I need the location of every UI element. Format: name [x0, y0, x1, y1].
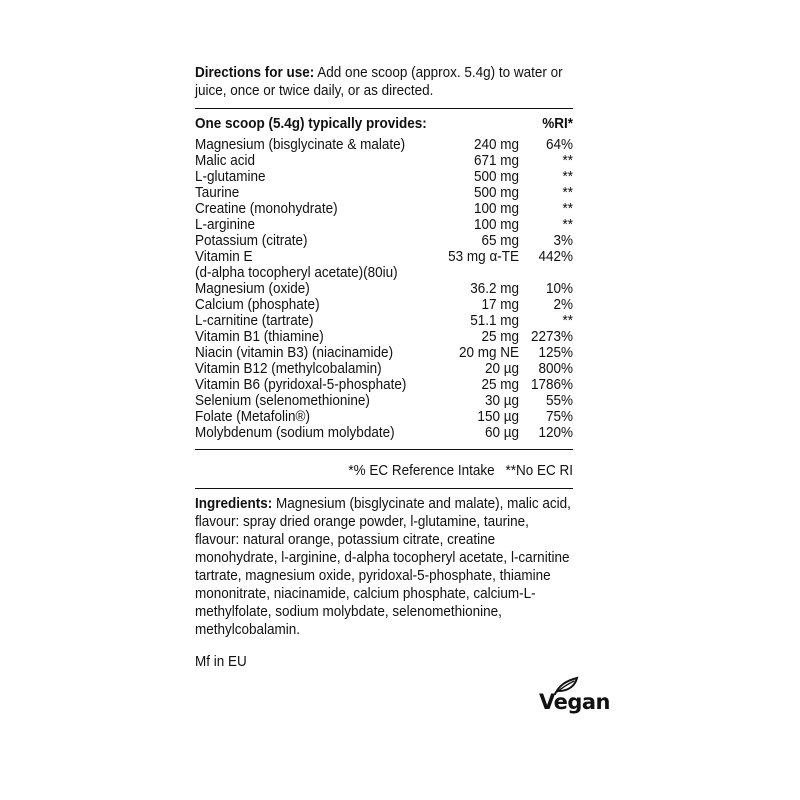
nutrient-ri: 3%	[553, 232, 573, 249]
nutrient-name: Potassium (citrate)	[195, 232, 308, 249]
nutrient-name: Creatine (monohydrate)	[195, 200, 338, 217]
ingredients-label: Ingredients:	[195, 495, 273, 512]
nutrient-amount: 51.1 mg	[470, 312, 519, 329]
divider	[195, 488, 573, 489]
nutrient-name: Vitamin B1 (thiamine)	[195, 328, 324, 345]
nutrient-ri: 10%	[545, 280, 573, 297]
nutrient-name: Malic acid	[195, 152, 256, 169]
nutrition-table	[195, 137, 573, 441]
nutrient-row	[195, 201, 573, 217]
ingredients-text: Magnesium (bisglycinate and malate), malic acid, flavour: spray dried orange powder, l-glutamine, taurine, flavour: natural orange, potassium citrate, creatine monohydrate, l-arginine, d-alpha tocopheryl acetate, l-carnitine tartrate, magnesium oxide, pyridoxal-5-phosphate, thiamine mononitrate, niacinamide, calcium phosphate, calcium-L-methylfolate, sodium molybdate, selenomethionine, methylcobalamin.	[195, 495, 571, 638]
nutrient-row	[195, 249, 573, 265]
nutrient-row	[195, 393, 573, 409]
nutrient-amount: 100 mg	[473, 216, 519, 233]
nutrient-name: Magnesium (oxide)	[195, 280, 310, 297]
nutrient-ri: 125%	[538, 344, 573, 361]
nutrient-row	[195, 137, 573, 153]
ri-header: %RI*	[542, 115, 573, 132]
nutrient-amount: 25 mg	[481, 376, 519, 393]
nutrient-ri: **	[562, 312, 573, 329]
nutrient-name: L-glutamine	[195, 168, 266, 185]
nutrient-amount: 53 mg α-TE	[448, 248, 519, 265]
nutrient-row	[195, 409, 573, 425]
nutrient-ri: 75%	[545, 408, 573, 425]
nutrient-row	[195, 153, 573, 169]
nutrient-amount: 100 mg	[473, 200, 519, 217]
vitamin-e-note: (d-alpha tocopheryl acetate)(80iu)	[195, 264, 398, 281]
nutrient-ri: 2273%	[530, 328, 573, 345]
nutrient-amount: 20 mg NE	[458, 344, 519, 361]
serving-header: One scoop (5.4g) typically provides:	[195, 115, 427, 132]
nutrient-amount: 36.2 mg	[470, 280, 519, 297]
nutrient-row	[195, 361, 573, 377]
footnotes	[195, 462, 573, 480]
nutrient-row	[195, 169, 573, 185]
nutrient-amount: 30 µg	[484, 392, 519, 409]
nutrient-row	[195, 233, 573, 249]
no-ri-footnote: **No EC RI	[505, 462, 573, 479]
vegan-logo-text: Vegan	[539, 690, 610, 714]
nutrient-name: Vitamin B6 (pyridoxal-5-phosphate)	[195, 376, 407, 393]
nutrient-row	[195, 377, 573, 393]
nutrient-row	[195, 185, 573, 201]
nutrient-name: L-carnitine (tartrate)	[195, 312, 314, 329]
nutrient-amount: 20 µg	[484, 360, 519, 377]
ri-footnote: *% EC Reference Intake	[348, 462, 495, 479]
vegan-logo	[539, 676, 619, 722]
nutrient-row	[195, 345, 573, 361]
nutrient-name: Niacin (vitamin B3) (niacinamide)	[195, 344, 394, 361]
nutrient-amount: 25 mg	[481, 328, 519, 345]
nutrient-ri: **	[562, 168, 573, 185]
nutrient-amount: 150 µg	[477, 408, 519, 425]
nutrient-amount: 65 mg	[481, 232, 519, 249]
nutrient-row	[195, 425, 573, 441]
directions-for-use	[195, 64, 573, 100]
nutrient-name: Vitamin E	[195, 248, 253, 265]
directions-label: Directions for use:	[195, 64, 315, 81]
ingredients	[195, 495, 573, 639]
nutrient-name: Taurine	[195, 184, 240, 201]
nutrient-amount: 240 mg	[473, 136, 519, 153]
nutrient-name: L-arginine	[195, 216, 256, 233]
nutrient-ri: 2%	[553, 296, 573, 313]
nutrient-ri: 55%	[545, 392, 573, 409]
nutrient-ri: 800%	[538, 360, 573, 377]
nutrient-ri: 442%	[538, 248, 573, 265]
manufacture-origin: Mf in EU	[195, 653, 247, 670]
nutrient-row	[195, 281, 573, 297]
nutrient-ri: 1786%	[530, 376, 573, 393]
nutrient-row	[195, 297, 573, 313]
nutrient-name: Folate (Metafolin®)	[195, 408, 310, 425]
nutrient-name: Calcium (phosphate)	[195, 296, 320, 313]
divider	[195, 449, 573, 450]
nutrient-amount: 60 µg	[484, 424, 519, 441]
nutrient-ri: 120%	[538, 424, 573, 441]
nutrient-ri: **	[562, 152, 573, 169]
nutrition-header	[195, 115, 573, 133]
nutrient-amount: 500 mg	[473, 168, 519, 185]
nutrient-amount: 17 mg	[481, 296, 519, 313]
nutrient-row	[195, 217, 573, 233]
nutrient-ri: **	[562, 216, 573, 233]
supplement-label	[195, 64, 573, 671]
nutrient-ri: **	[562, 200, 573, 217]
nutrient-amount: 671 mg	[473, 152, 519, 169]
nutrient-row	[195, 313, 573, 329]
nutrient-name: Selenium (selenomethionine)	[195, 392, 370, 409]
nutrient-name: Molybdenum (sodium molybdate)	[195, 424, 395, 441]
nutrient-row	[195, 329, 573, 345]
directions-text: Add one scoop (approx. 5.4g) to water or juice, once or twice daily, or as directed.	[195, 64, 563, 99]
nutrient-ri: **	[562, 184, 573, 201]
nutrient-amount: 500 mg	[473, 184, 519, 201]
nutrient-name: Vitamin B12 (methylcobalamin)	[195, 360, 382, 377]
divider	[195, 108, 573, 109]
nutrient-ri: 64%	[545, 136, 573, 153]
nutrient-name: Magnesium (bisglycinate & malate)	[195, 136, 406, 153]
